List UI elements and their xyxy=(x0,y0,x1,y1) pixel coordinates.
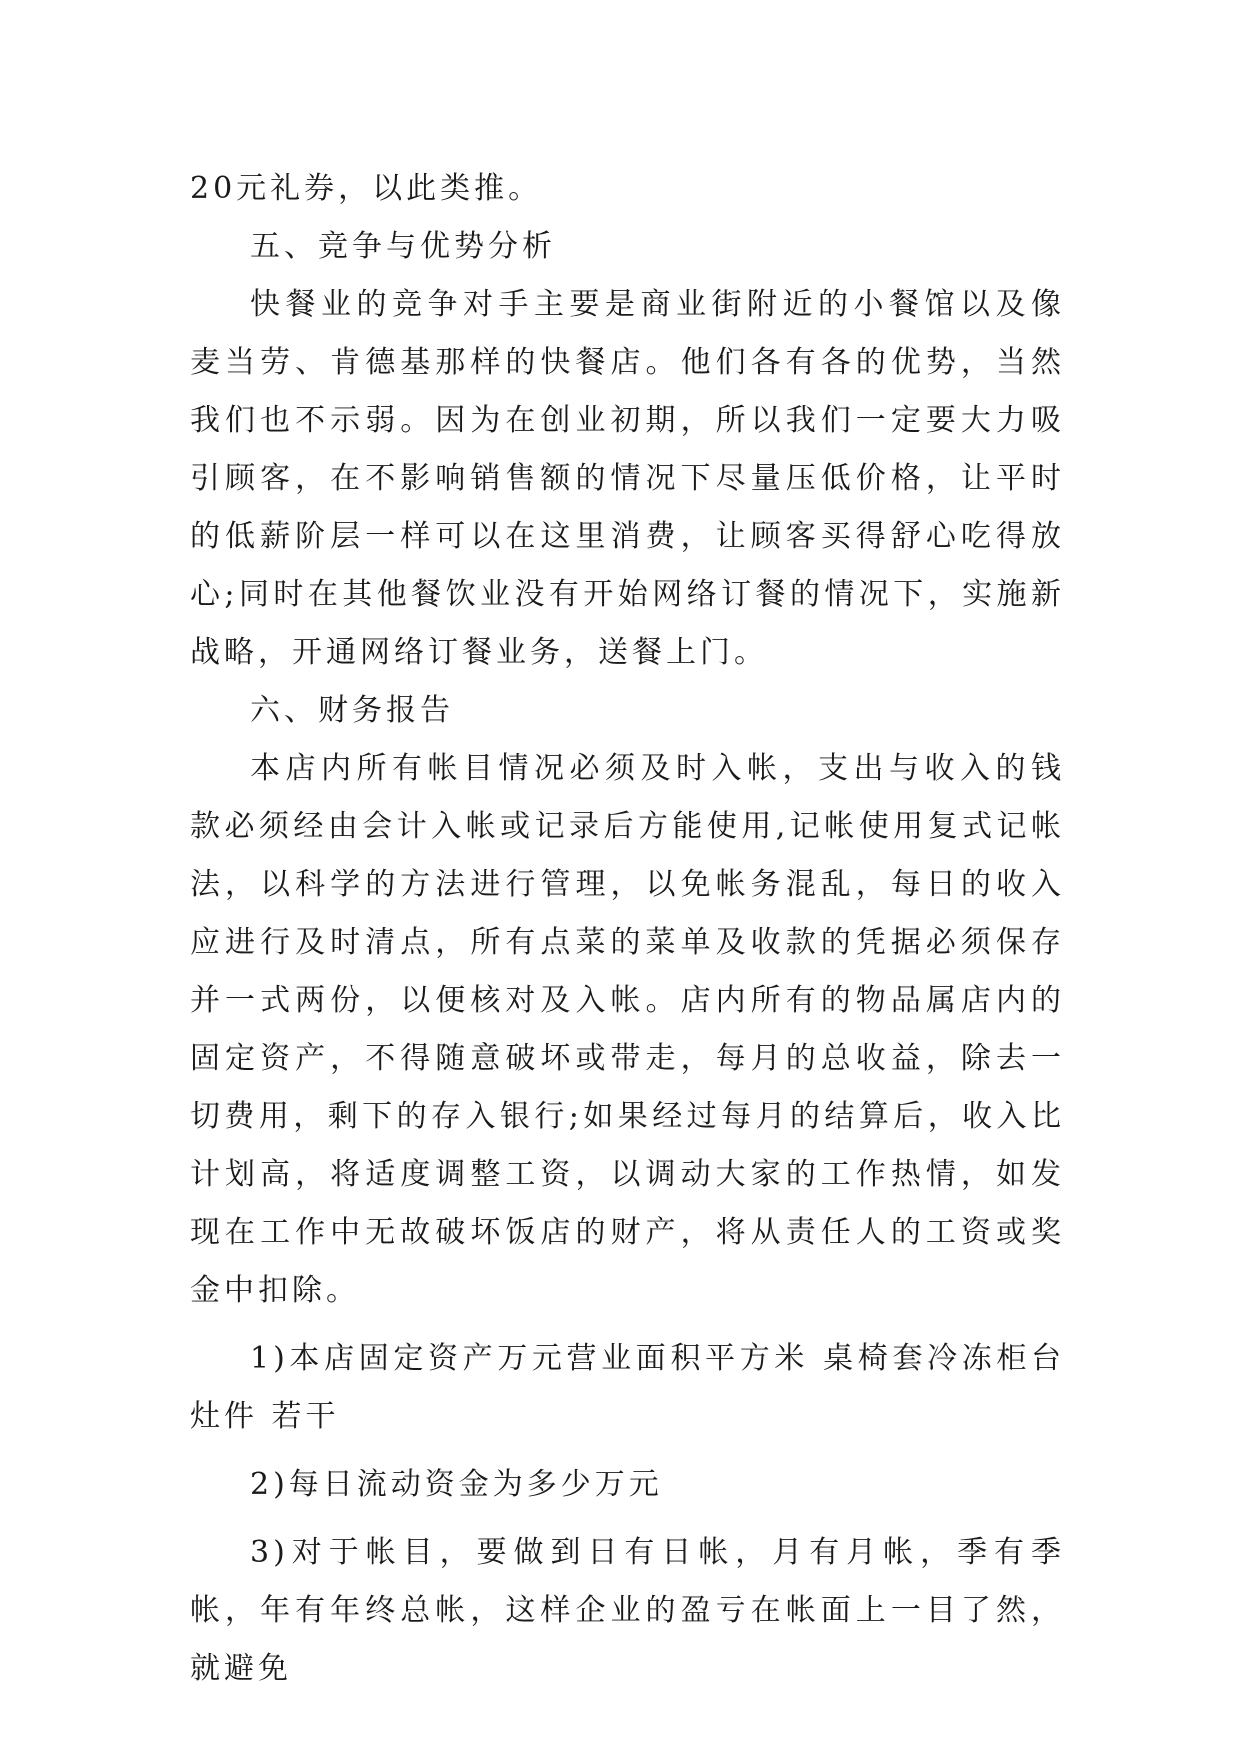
document-body xyxy=(190,160,1065,1698)
list-item-1: 1)本店固定资产万元营业面积平方米 桌椅套冷冻柜台灶件 若干 xyxy=(190,1341,1065,1434)
paragraph-finance: 本店内所有帐目情况必须及时入帐，支出与收入的钱款必须经由会计入帐或记录后方能使用,记帐使用复式记帐法，以科学的方法进行管理，以免帐务混乱，每日的收入应进行及时清点，所有点菜的菜单及收款的凭据必须保存并一式两份，以便核对及入帐。店内所有的物品属店内的固定资产，不得随意破坏或带走，每月的总收益，除去一切费用，剩下的存入银行;如果经过每月的结算后，收入比计划高，将适度调整工资，以调动大家的工作热情，如发现在工作中无故破坏饭店的财产，将从责任人的工资或奖金中扣除。 xyxy=(190,751,1065,1308)
list-item-3: 3)对于帐目，要做到日有日帐，月有月帐，季有季帐，年有年终总帐，这样企业的盈亏在帐面上一目了然，就避免 xyxy=(190,1535,1065,1686)
section-heading-competition: 五、竞争与优势分析 xyxy=(250,229,556,264)
paragraph-competition: 快餐业的竞争对手主要是商业街附近的小餐馆以及像麦当劳、肯德基那样的快餐店。他们各有各的优势，当然我们也不示弱。因为在创业初期，所以我们一定要大力吸引顾客，在不影响销售额的情况下尽量压低价格，让平时的低薪阶层一样可以在这里消费，让顾客买得舒心吃得放心;同时在其他餐饮业没有开始网络订餐的情况下，实施新战略，开通网络订餐业务，送餐上门。 xyxy=(190,287,1065,670)
section-heading-finance: 六、财务报告 xyxy=(250,693,454,728)
paragraph-continuation: 20元礼券，以此类推。 xyxy=(190,171,543,206)
list-item-2: 2)每日流动资金为多少万元 xyxy=(250,1467,663,1502)
